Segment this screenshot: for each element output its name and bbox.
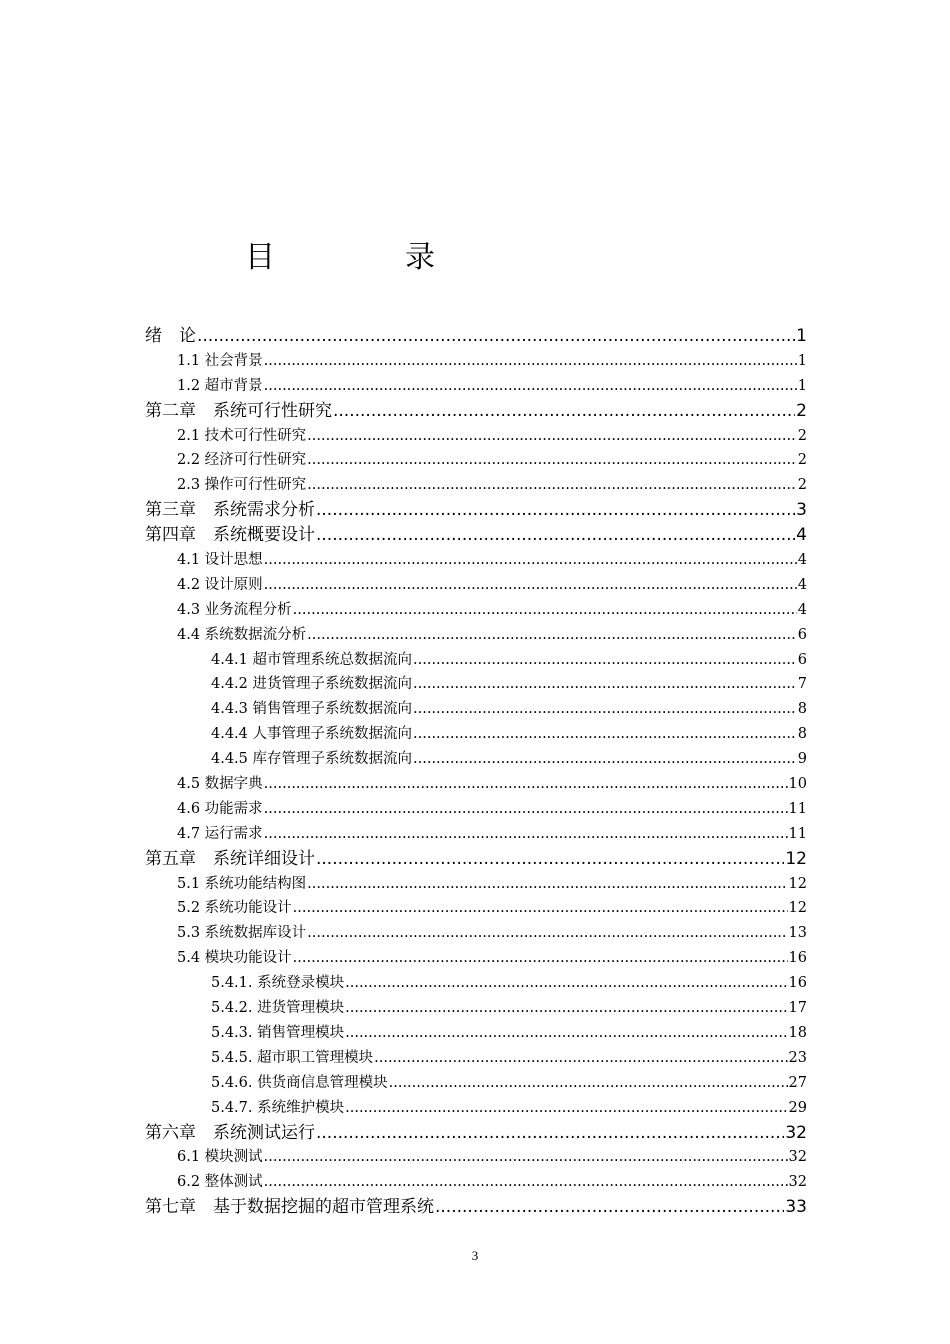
toc-entry-page: 9 (797, 751, 807, 768)
toc-entry[interactable] (145, 822, 807, 847)
toc-entry-page: 8 (797, 726, 807, 743)
table-of-contents (145, 324, 807, 1220)
toc-entry[interactable] (145, 896, 807, 921)
toc-entry-label: 5.4.3. 销售管理模块 (211, 1024, 345, 1041)
toc-entry-label: 绪 论 (145, 326, 196, 346)
dot-leader (307, 921, 787, 946)
toc-entry-page: 17 (788, 1000, 807, 1017)
toc-entry-label: 5.1 系统功能结构图 (177, 875, 307, 892)
toc-entry-page: 1 (797, 377, 807, 394)
toc-entry-page: 12 (788, 900, 807, 917)
toc-entry[interactable] (145, 1170, 807, 1195)
toc-entry-page: 23 (788, 1049, 807, 1066)
toc-entry[interactable] (145, 747, 807, 772)
toc-entry-page: 4 (797, 552, 807, 569)
toc-entry-page: 2 (797, 452, 807, 469)
toc-entry-page: 29 (788, 1099, 807, 1116)
toc-entry-page: 4 (796, 525, 807, 546)
toc-entry-page: 16 (788, 975, 807, 992)
toc-entry-page: 2 (797, 427, 807, 444)
toc-entry-page: 11 (788, 825, 807, 842)
toc-entry-page: 6 (797, 651, 807, 668)
dot-leader (345, 996, 787, 1021)
page-number: 3 (471, 1248, 479, 1263)
toc-entry-label: 4.4.1 超市管理系统总数据流向 (211, 651, 413, 668)
dot-leader (333, 399, 795, 424)
toc-entry-page: 18 (788, 1024, 807, 1041)
toc-entry-label: 第五章 系统详细设计 (145, 848, 315, 869)
toc-entry-page: 27 (788, 1074, 807, 1091)
toc-entry-label: 6.1 模块测试 (177, 1149, 263, 1166)
dot-leader (316, 498, 795, 523)
toc-entry-label: 4.4.4 人事管理子系统数据流向 (211, 726, 413, 743)
toc-entry[interactable] (145, 1021, 807, 1046)
dot-leader (264, 822, 788, 847)
dot-leader (264, 1145, 788, 1170)
dot-leader (307, 623, 797, 648)
toc-entry[interactable] (145, 722, 807, 747)
toc-entry-label: 2.1 技术可行性研究 (177, 427, 307, 444)
toc-entry-label: 第四章 系统概要设计 (145, 525, 315, 546)
toc-entry-label: 第二章 系统可行性研究 (145, 400, 332, 421)
toc-entry[interactable] (145, 872, 807, 897)
toc-entry-label: 第三章 系统需求分析 (145, 500, 315, 521)
toc-entry-label: 1.1 社会背景 (177, 352, 263, 369)
toc-entry-label: 5.4 模块功能设计 (177, 950, 292, 967)
page-title: 目 录 (245, 240, 485, 275)
dot-leader (435, 1195, 784, 1220)
toc-entry-page: 12 (788, 875, 807, 892)
toc-entry-page: 2 (797, 477, 807, 494)
dot-leader (264, 374, 797, 399)
toc-entry-page: 1 (796, 326, 807, 346)
toc-entry-page: 4 (797, 576, 807, 593)
toc-entry[interactable] (145, 797, 807, 822)
dot-leader (264, 797, 788, 822)
toc-entry-label: 2.2 经济可行性研究 (177, 452, 307, 469)
dot-leader (316, 1121, 784, 1146)
toc-entry-label: 4.5 数据字典 (177, 776, 263, 793)
toc-entry-label: 4.6 功能需求 (177, 800, 263, 817)
toc-entry-label: 5.4.5. 超市职工管理模块 (211, 1049, 374, 1066)
dot-leader (413, 648, 797, 673)
toc-entry-page: 7 (797, 676, 807, 693)
dot-leader (264, 772, 788, 797)
toc-entry[interactable] (145, 1145, 807, 1170)
toc-entry-page: 33 (785, 1197, 807, 1218)
toc-entry[interactable] (145, 697, 807, 722)
toc-entry[interactable] (145, 598, 807, 623)
dot-leader (316, 847, 784, 872)
toc-entry-page: 11 (788, 800, 807, 817)
toc-entry[interactable] (145, 424, 807, 449)
toc-entry-label: 4.4.3 销售管理子系统数据流向 (211, 701, 413, 718)
toc-entry-label: 4.3 业务流程分析 (177, 601, 292, 618)
toc-entry[interactable] (145, 623, 807, 648)
toc-entry-label: 5.4.6. 供货商信息管理模块 (211, 1074, 388, 1091)
dot-leader (197, 324, 795, 349)
toc-entry[interactable] (145, 1121, 807, 1146)
toc-entry-label: 5.4.1. 系统登录模块 (211, 975, 345, 992)
toc-entry[interactable] (145, 324, 807, 349)
toc-entry[interactable] (145, 648, 807, 673)
toc-entry-page: 2 (796, 400, 807, 421)
toc-entry[interactable] (145, 523, 807, 548)
toc-entry-label: 6.2 整体测试 (177, 1174, 263, 1191)
toc-entry[interactable] (145, 399, 807, 424)
toc-entry[interactable] (145, 672, 807, 697)
toc-entry[interactable] (145, 473, 807, 498)
dot-leader (264, 1170, 788, 1195)
dot-leader (345, 1096, 787, 1121)
dot-leader (264, 573, 797, 598)
toc-entry-label: 第七章 基于数据挖掘的超市管理系统 (145, 1197, 434, 1218)
dot-leader (307, 424, 797, 449)
toc-entry-page: 32 (788, 1149, 807, 1166)
dot-leader (413, 697, 797, 722)
toc-entry[interactable] (145, 1096, 807, 1121)
toc-entry-page: 32 (785, 1122, 807, 1143)
toc-entry[interactable] (145, 996, 807, 1021)
toc-entry-label: 2.3 操作可行性研究 (177, 477, 307, 494)
toc-entry-page: 6 (797, 626, 807, 643)
toc-entry-page: 4 (797, 601, 807, 618)
toc-entry-label: 1.2 超市背景 (177, 377, 263, 394)
toc-entry-page: 32 (788, 1174, 807, 1191)
toc-entry-page: 13 (788, 925, 807, 942)
toc-entry[interactable] (145, 1195, 807, 1220)
toc-entry[interactable] (145, 548, 807, 573)
dot-leader (264, 548, 797, 573)
toc-entry-page: 12 (785, 848, 807, 869)
dot-leader (293, 896, 788, 921)
toc-entry-label: 4.1 设计思想 (177, 552, 263, 569)
toc-entry[interactable] (145, 1046, 807, 1071)
toc-entry[interactable] (145, 946, 807, 971)
dot-leader (374, 1046, 787, 1071)
dot-leader (264, 349, 797, 374)
dot-leader (307, 473, 797, 498)
toc-entry[interactable] (145, 1071, 807, 1096)
dot-leader (293, 946, 788, 971)
toc-entry-label: 5.3 系统数据库设计 (177, 925, 307, 942)
toc-entry-page: 1 (797, 352, 807, 369)
toc-entry-page: 10 (788, 776, 807, 793)
toc-entry[interactable] (145, 772, 807, 797)
dot-leader (307, 448, 797, 473)
dot-leader (413, 747, 797, 772)
dot-leader (345, 1021, 787, 1046)
toc-entry[interactable] (145, 921, 807, 946)
toc-entry-page: 3 (796, 500, 807, 521)
toc-entry[interactable] (145, 573, 807, 598)
dot-leader (389, 1071, 788, 1096)
toc-entry[interactable] (145, 847, 807, 872)
toc-entry-page: 8 (797, 701, 807, 718)
toc-entry-label: 4.4 系统数据流分析 (177, 626, 307, 643)
dot-leader (293, 598, 797, 623)
toc-entry-label: 4.4.5 库存管理子系统数据流向 (211, 751, 413, 768)
toc-entry[interactable] (145, 374, 807, 399)
toc-entry-label: 第六章 系统测试运行 (145, 1122, 315, 1143)
toc-entry-label: 4.7 运行需求 (177, 825, 263, 842)
toc-entry[interactable] (145, 349, 807, 374)
toc-entry[interactable] (145, 498, 807, 523)
toc-entry-label: 4.2 设计原则 (177, 576, 263, 593)
toc-entry-page: 16 (788, 950, 807, 967)
toc-entry[interactable] (145, 448, 807, 473)
toc-entry-label: 5.4.7. 系统维护模块 (211, 1099, 345, 1116)
dot-leader (345, 971, 787, 996)
dot-leader (316, 523, 795, 548)
dot-leader (413, 722, 797, 747)
toc-entry-label: 5.2 系统功能设计 (177, 900, 292, 917)
dot-leader (307, 872, 787, 897)
toc-entry-label: 5.4.2. 进货管理模块 (211, 1000, 345, 1017)
dot-leader (413, 672, 797, 697)
toc-entry[interactable] (145, 971, 807, 996)
toc-entry-label: 4.4.2 进货管理子系统数据流向 (211, 676, 413, 693)
